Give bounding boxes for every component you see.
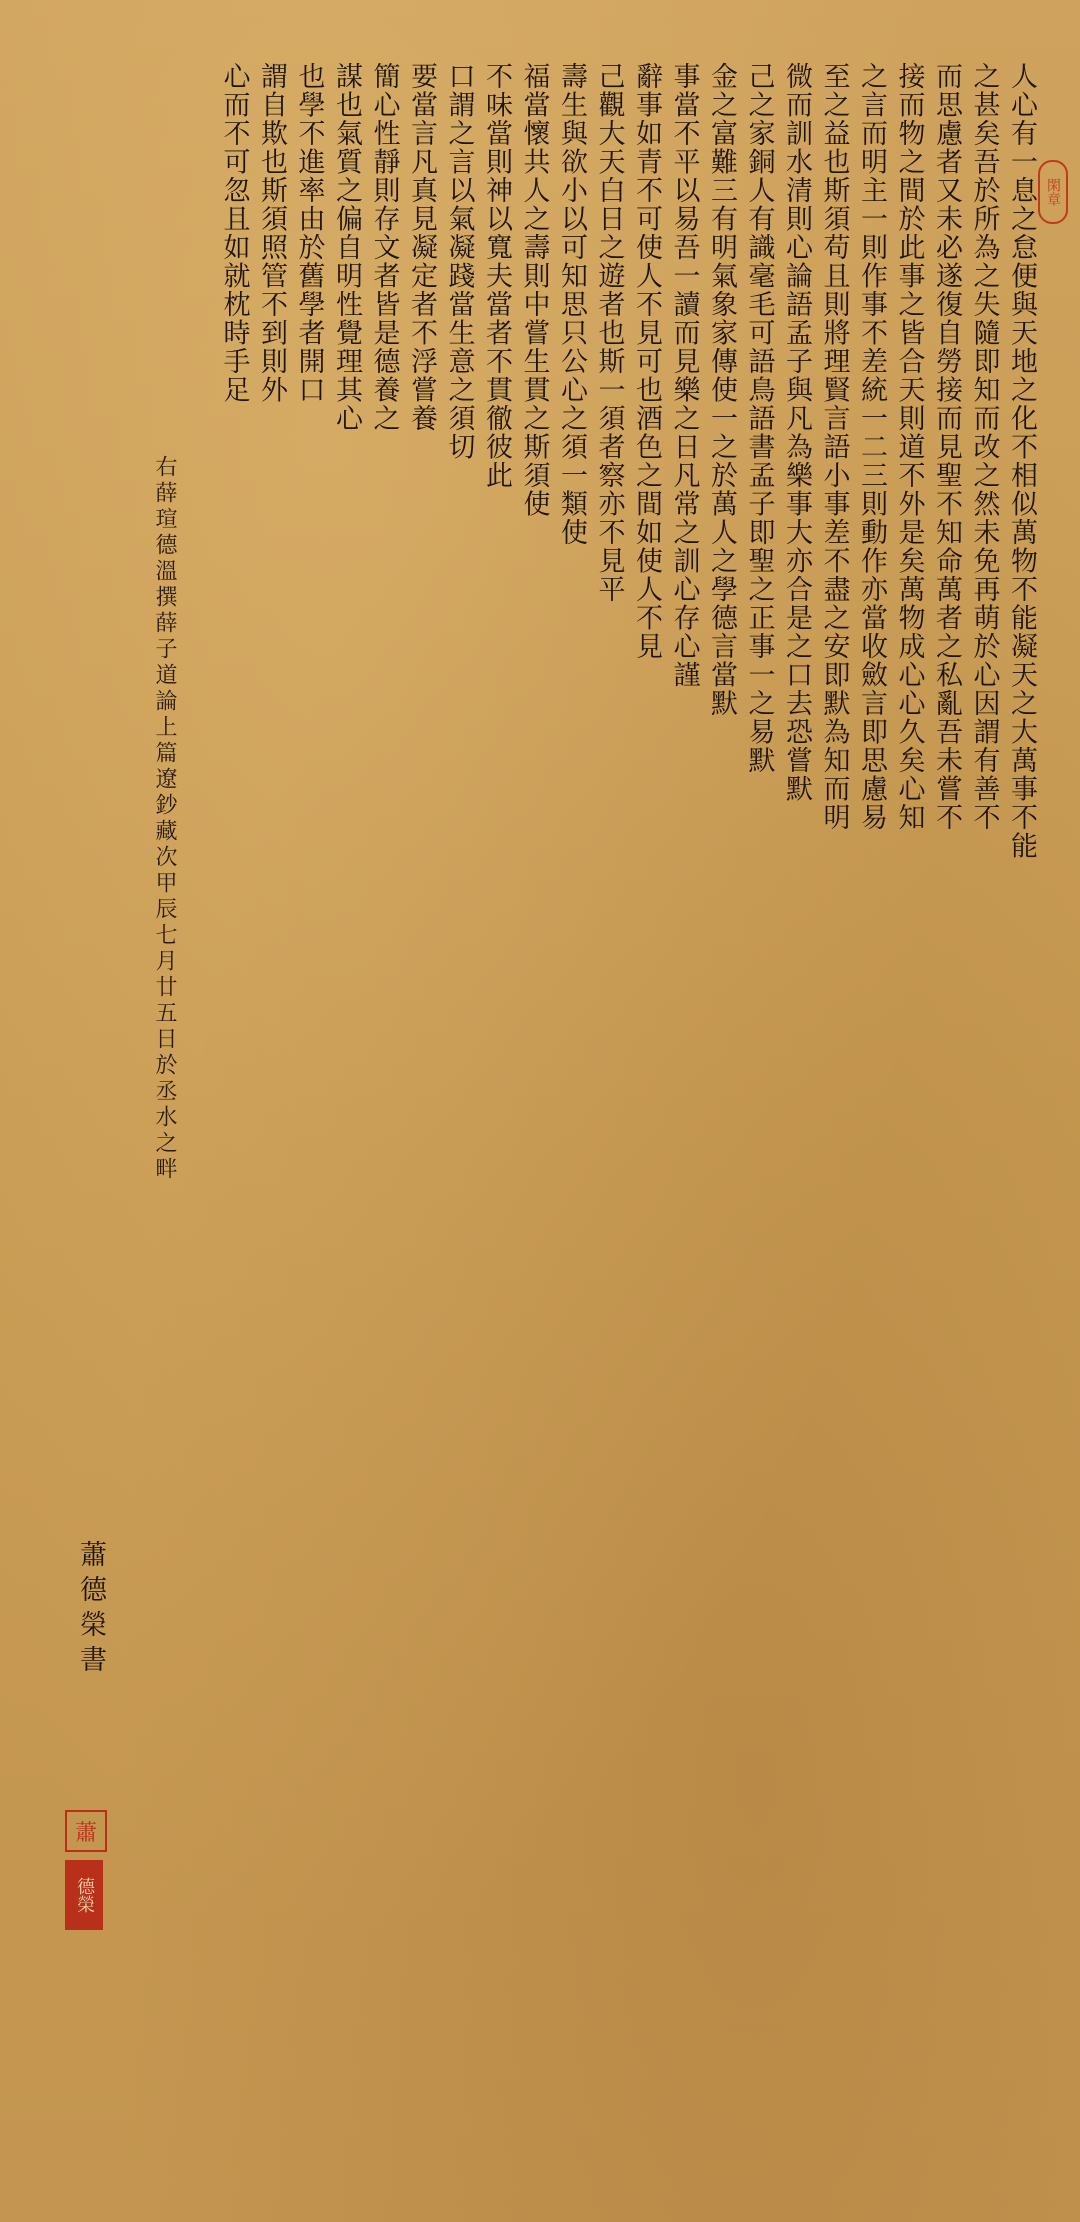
artist-signature: 蕭德榮書 bbox=[75, 1540, 106, 1680]
text-column-4: 接而物之間於此事之皆合天則道不外是矣萬物成心心久矣心知 bbox=[893, 62, 925, 832]
text-column-15: 不味當則神以寬夫當者不貫徹彼此 bbox=[481, 62, 512, 490]
text-column-6: 至之益也斯須苟且則將理賢言語小事差不盡之安即默為知而明 bbox=[818, 62, 850, 832]
colophon-inscription: 右薛瑄德溫撰薛子道論上篇遼鈔藏次甲辰七月廿五日於丞水之畔 bbox=[152, 455, 177, 1183]
text-column-3: 而思慮者又未必遂復自勞接而見聖不知命萬者之私亂吾未嘗不 bbox=[931, 62, 962, 832]
text-column-20: 也學不進率由於舊學者開口 bbox=[293, 62, 325, 404]
text-column-16: 口謂之言以氣凝踐當生意之須切 bbox=[443, 62, 475, 461]
text-column-19: 謀也氣質之偏自明性覺理其心 bbox=[331, 62, 362, 433]
text-column-11: 辭事如青不可使人不見可也酒色之間如使人不見 bbox=[631, 62, 662, 661]
leisure-seal-text: 閑章 bbox=[1045, 178, 1061, 206]
name-seal-rect-text: 德榮 bbox=[74, 1877, 95, 1913]
text-column-7: 微而訓水清則心論語孟子與凡為樂事大亦合是之口去恐嘗默 bbox=[781, 62, 812, 803]
text-column-22: 心而不可忽且如就枕時手足 bbox=[218, 62, 250, 404]
text-column-13: 壽生與欲小以可知思只公心之須一類使 bbox=[556, 62, 587, 547]
text-column-21: 謂自欺也斯須照管不到則外 bbox=[256, 62, 287, 404]
name-seal-square bbox=[65, 1810, 107, 1852]
text-column-1: 人心有一息之怠便與天地之化不相似萬物不能凝天之大萬事不能 bbox=[1006, 62, 1037, 860]
leisure-seal bbox=[1038, 160, 1068, 224]
text-column-9: 金之富難三有明氣象家傳使一之於萬人之學德言當默 bbox=[706, 62, 737, 718]
text-column-2: 之甚矣吾於所為之失隨即知而改之然未免再萌於心因謂有善不 bbox=[968, 62, 1000, 832]
text-column-8: 己之家銅人有識毫毛可語鳥語書孟子即聖之正事一之易默 bbox=[743, 62, 775, 775]
text-column-14: 福當懷共人之壽則中嘗生貫之斯須使 bbox=[518, 62, 550, 518]
text-column-5: 之言而明主一則作事不差統一二三則動作亦當收斂言即思慮易 bbox=[856, 62, 887, 832]
name-seal-square-text: 蕭 bbox=[74, 1820, 97, 1846]
name-seal-rect bbox=[65, 1860, 103, 1930]
main-calligraphy-text bbox=[200, 62, 1040, 2172]
text-column-17: 要當言凡真見凝定者不浮嘗養 bbox=[406, 62, 437, 433]
text-column-10: 事當不平以易吾一讀而見樂之日凡常之訓心存心謹 bbox=[668, 62, 700, 689]
text-column-18: 簡心性靜則存文者皆是德養之 bbox=[368, 62, 400, 433]
text-column-12: 己觀大天白日之遊者也斯一須者察亦不見平 bbox=[593, 62, 625, 604]
